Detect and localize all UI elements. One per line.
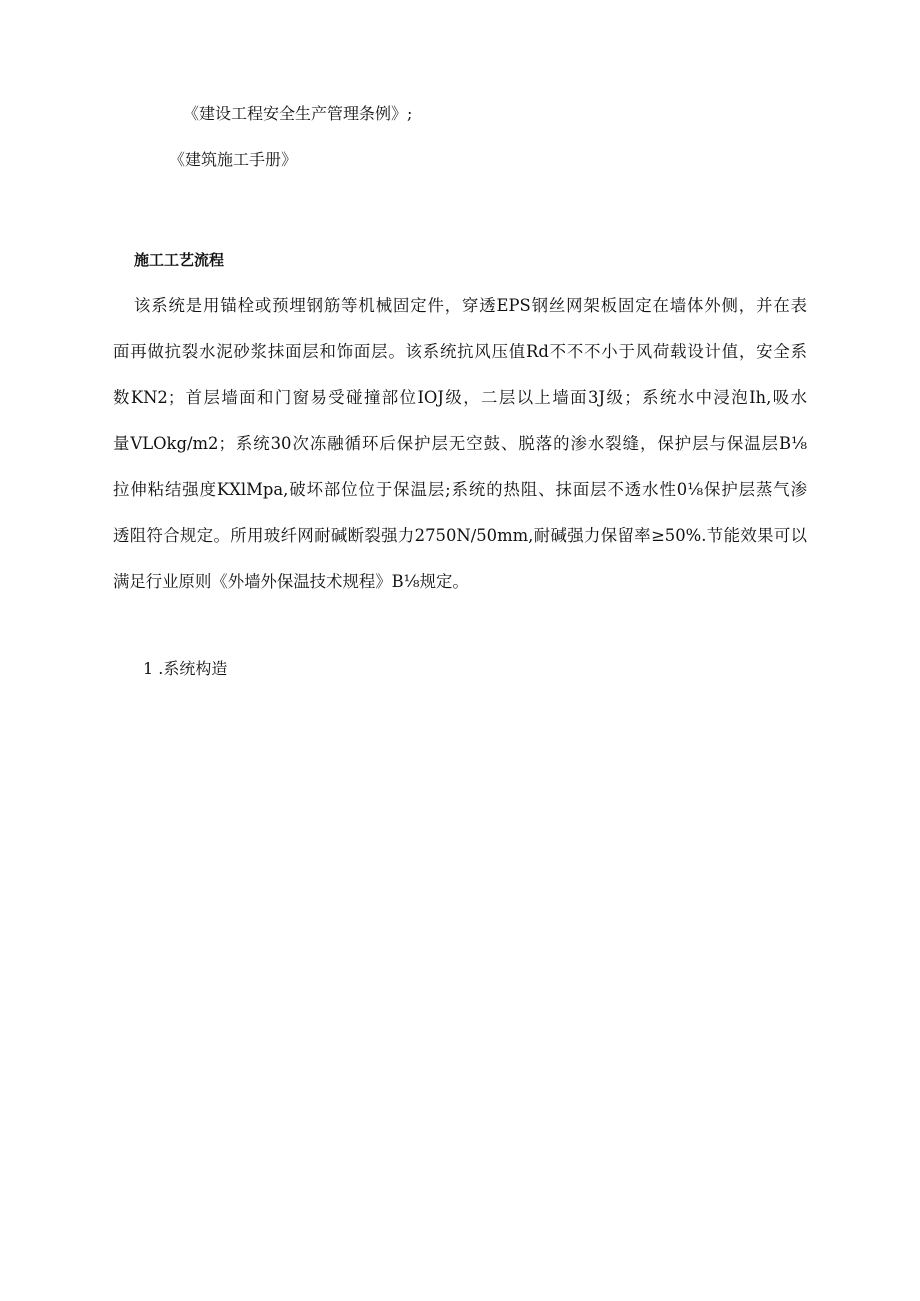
paragraph-line: 面再做抗裂水泥砂浆抹面层和饰面层。该系统抗风压值Rd不不不小于风荷载设计值，安全系 — [113, 342, 807, 361]
paragraph-line: 该系统是用锚栓或预埋钢筋等机械固定件，穿透EPS钢丝网架板固定在墙体外侧，并在表 — [134, 296, 807, 315]
reference-regulation: 《建设工程安全生产管理条例》; — [183, 104, 413, 123]
subsection-heading: 1 .系统构造 — [143, 659, 228, 678]
paragraph-line: 数KN2；首层墙面和门窗易受碰撞部位IOJ级，二层以上墙面3J级；系统水中浸泡Ih,吸水 — [113, 388, 807, 407]
paragraph-line: 量VLOkg/m2；系统30次冻融循环后保护层无空鼓、脱落的渗水裂缝，保护层与保温层B⅛ — [113, 434, 807, 453]
reference-handbook: 《建筑施工手册》 — [169, 150, 298, 169]
paragraph-line: 拉伸粘结强度KXlMpa,破坏部位位于保温层;系统的热阻、抹面层不透水性0⅛保护层蒸气渗 — [113, 480, 807, 499]
paragraph-line: 满足行业原则《外墙外保温技术规程》B⅛规定。 — [113, 572, 469, 591]
section-heading: 施工工艺流程 — [134, 251, 225, 269]
paragraph-line: 透阻符合规定。所用玻纤网耐碱断裂强力2750N∕50mm,耐碱强力保留率≥50%.节能效果可以 — [113, 526, 807, 545]
